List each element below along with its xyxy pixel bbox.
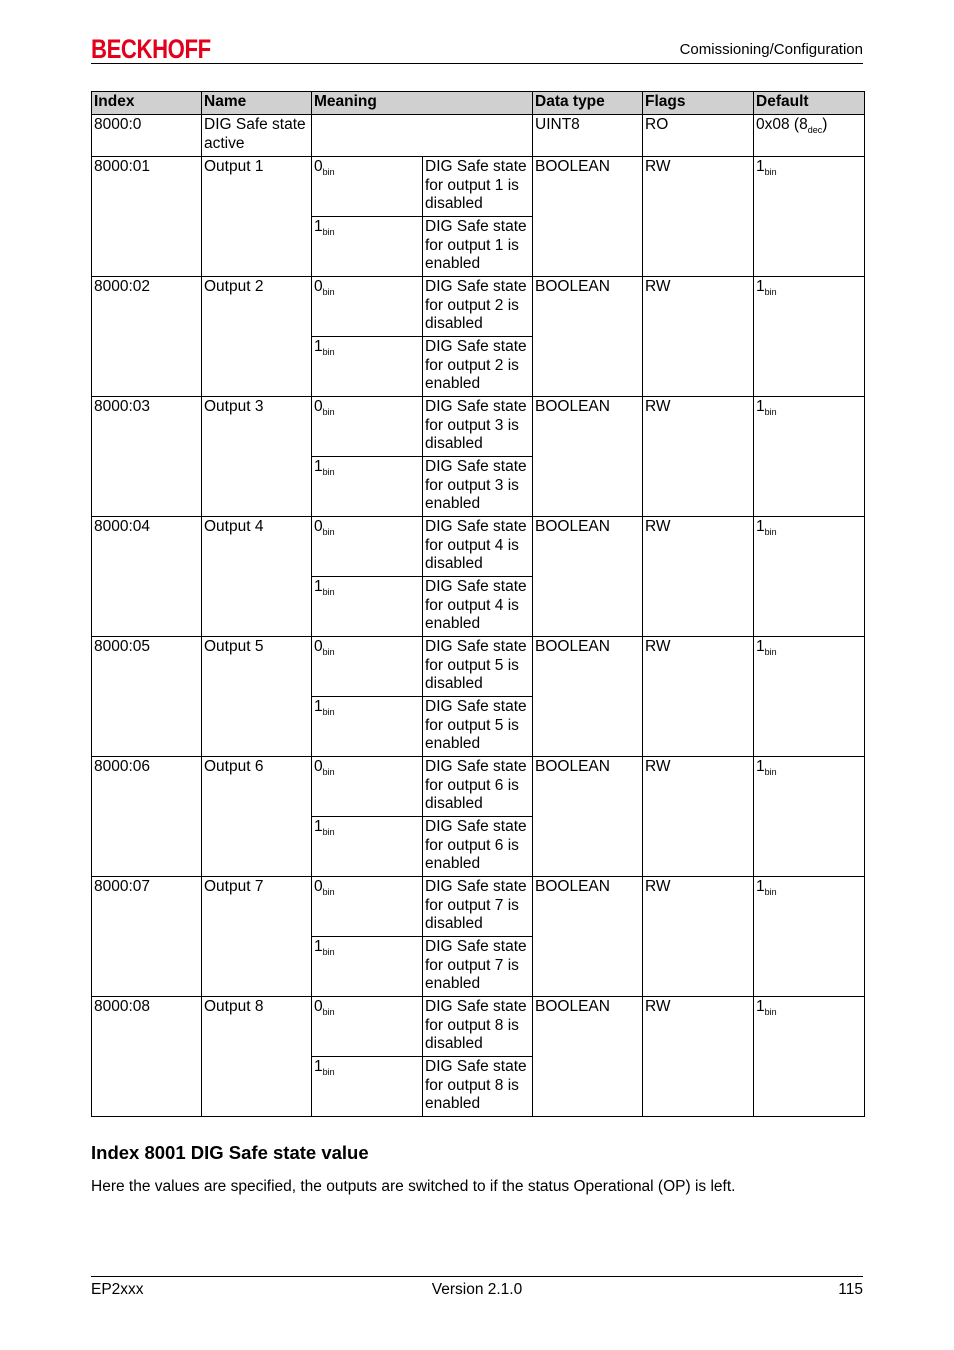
section-paragraph: Here the values are specified, the outputs are switched to if the status Operational (OP) is left. bbox=[91, 1178, 736, 1195]
value-number: 0 bbox=[314, 158, 323, 175]
meaning-cell: DIG Safe state for output 2 is disabled bbox=[423, 277, 533, 337]
default-cell bbox=[754, 397, 865, 517]
default-value: 1 bbox=[756, 758, 765, 775]
value-number: 0 bbox=[314, 998, 323, 1015]
name-cell: Output 6 bbox=[202, 757, 312, 877]
default-value: 1 bbox=[756, 878, 765, 895]
object-table bbox=[91, 91, 865, 1117]
meaning-cell: DIG Safe state for output 4 is disabled bbox=[423, 517, 533, 577]
beckhoff-logo: BECKHOFF bbox=[91, 34, 211, 64]
default-subscript: bin bbox=[764, 407, 777, 417]
flags-cell: RW bbox=[643, 637, 754, 757]
meaning-cell: DIG Safe state for output 6 is disabled bbox=[423, 757, 533, 817]
table-row bbox=[92, 397, 865, 457]
value-subscript: bin bbox=[322, 767, 335, 777]
default-cell bbox=[754, 637, 865, 757]
table-row bbox=[92, 157, 865, 217]
meaning-cell: DIG Safe state for output 1 is enabled bbox=[423, 217, 533, 277]
value-number: 1 bbox=[314, 698, 323, 715]
value-subscript: bin bbox=[322, 347, 335, 357]
index-cell: 8000:03 bbox=[92, 397, 202, 517]
default-subscript: bin bbox=[764, 647, 777, 657]
value-cell bbox=[312, 157, 423, 217]
meaning-cell: DIG Safe state for output 5 is disabled bbox=[423, 637, 533, 697]
index-cell: 8000:04 bbox=[92, 517, 202, 637]
index-cell: 8000:08 bbox=[92, 997, 202, 1117]
default-value: 1 bbox=[756, 638, 765, 655]
value-cell bbox=[312, 277, 423, 337]
default-cell bbox=[754, 877, 865, 997]
table-row bbox=[92, 877, 865, 937]
index-cell: 8000:05 bbox=[92, 637, 202, 757]
table-header-row bbox=[92, 92, 865, 115]
value-subscript: bin bbox=[322, 407, 335, 417]
default-subscript: bin bbox=[764, 767, 777, 777]
datatype-cell: BOOLEAN bbox=[533, 757, 643, 877]
value-number: 1 bbox=[314, 818, 323, 835]
value-cell bbox=[312, 217, 423, 277]
index-cell: 8000:02 bbox=[92, 277, 202, 397]
datatype-cell: BOOLEAN bbox=[533, 277, 643, 397]
value-number: 1 bbox=[314, 338, 323, 355]
value-subscript: bin bbox=[322, 167, 335, 177]
datatype-cell: BOOLEAN bbox=[533, 877, 643, 997]
default-value: 1 bbox=[756, 398, 765, 415]
col-default-header: Default bbox=[754, 92, 865, 115]
default-cell bbox=[754, 157, 865, 277]
value-subscript: bin bbox=[322, 947, 335, 957]
default-cell bbox=[754, 277, 865, 397]
default-value: 1 bbox=[756, 278, 765, 295]
datatype-cell: BOOLEAN bbox=[533, 637, 643, 757]
footer-version: Version 2.1.0 bbox=[431, 1281, 523, 1298]
index-cell: 8000:0 bbox=[92, 115, 202, 157]
name-cell: Output 2 bbox=[202, 277, 312, 397]
meaning-cell: DIG Safe state for output 5 is enabled bbox=[423, 697, 533, 757]
meaning-cell: DIG Safe state for output 7 is enabled bbox=[423, 937, 533, 997]
meaning-cell: DIG Safe state for output 1 is disabled bbox=[423, 157, 533, 217]
datatype-cell: BOOLEAN bbox=[533, 157, 643, 277]
default-subscript: dec bbox=[807, 125, 823, 135]
flags-cell: RW bbox=[643, 397, 754, 517]
datatype-cell: BOOLEAN bbox=[533, 517, 643, 637]
name-cell: Output 4 bbox=[202, 517, 312, 637]
value-subscript: bin bbox=[322, 287, 335, 297]
value-number: 0 bbox=[314, 638, 323, 655]
name-cell: Output 3 bbox=[202, 397, 312, 517]
value-subscript: bin bbox=[322, 887, 335, 897]
meaning-cell: DIG Safe state for output 4 is enabled bbox=[423, 577, 533, 637]
flags-cell: RW bbox=[643, 157, 754, 277]
default-value: 1 bbox=[756, 158, 765, 175]
flags-cell: RO bbox=[643, 115, 754, 157]
name-cell: Output 5 bbox=[202, 637, 312, 757]
value-subscript: bin bbox=[322, 467, 335, 477]
default-value: 1 bbox=[756, 518, 765, 535]
default-subscript: bin bbox=[764, 167, 777, 177]
index-cell: 8000:06 bbox=[92, 757, 202, 877]
meaning-cell: DIG Safe state for output 8 is enabled bbox=[423, 1057, 533, 1117]
flags-cell: RW bbox=[643, 877, 754, 997]
default-subscript: bin bbox=[764, 887, 777, 897]
default-subscript: bin bbox=[764, 1007, 777, 1017]
value-number: 0 bbox=[314, 758, 323, 775]
meaning-cell: DIG Safe state for output 3 is enabled bbox=[423, 457, 533, 517]
default-value: 0x08 (8 bbox=[756, 116, 808, 133]
meaning-cell: DIG Safe state for output 2 is enabled bbox=[423, 337, 533, 397]
default-cell bbox=[754, 517, 865, 637]
table-row bbox=[92, 757, 865, 817]
name-cell: DIG Safe state active bbox=[202, 115, 312, 157]
value-subscript: bin bbox=[322, 827, 335, 837]
datatype-cell: UINT8 bbox=[533, 115, 643, 157]
value-cell bbox=[312, 757, 423, 817]
value-cell bbox=[312, 937, 423, 997]
value-cell bbox=[312, 997, 423, 1057]
value-cell bbox=[312, 637, 423, 697]
value-cell bbox=[312, 1057, 423, 1117]
col-index-header: Index bbox=[92, 92, 202, 115]
default-cell bbox=[754, 115, 865, 157]
value-cell bbox=[312, 577, 423, 637]
value-number: 1 bbox=[314, 1058, 323, 1075]
name-cell: Output 7 bbox=[202, 877, 312, 997]
meaning-cell: DIG Safe state for output 6 is enabled bbox=[423, 817, 533, 877]
datatype-cell: BOOLEAN bbox=[533, 397, 643, 517]
default-cell bbox=[754, 997, 865, 1117]
col-flags-header: Flags bbox=[643, 92, 754, 115]
name-cell: Output 1 bbox=[202, 157, 312, 277]
default-subscript: bin bbox=[764, 527, 777, 537]
index-cell: 8000:07 bbox=[92, 877, 202, 997]
default-subscript: bin bbox=[764, 287, 777, 297]
section-title: Comissioning/Configuration bbox=[679, 41, 863, 58]
value-number: 1 bbox=[314, 218, 323, 235]
value-number: 1 bbox=[314, 578, 323, 595]
meaning-cell: DIG Safe state for output 8 is disabled bbox=[423, 997, 533, 1057]
value-cell bbox=[312, 517, 423, 577]
value-subscript: bin bbox=[322, 647, 335, 657]
value-number: 0 bbox=[314, 878, 323, 895]
table-row bbox=[92, 997, 865, 1057]
name-cell: Output 8 bbox=[202, 997, 312, 1117]
table-row bbox=[92, 277, 865, 337]
value-number: 1 bbox=[314, 938, 323, 955]
table-row bbox=[92, 115, 865, 157]
default-value: 1 bbox=[756, 998, 765, 1015]
footer-product: EP2xxx bbox=[91, 1281, 144, 1298]
table-row bbox=[92, 637, 865, 697]
value-subscript: bin bbox=[322, 1067, 335, 1077]
meaning-cell: DIG Safe state for output 3 is disabled bbox=[423, 397, 533, 457]
value-cell bbox=[312, 337, 423, 397]
datatype-cell: BOOLEAN bbox=[533, 997, 643, 1117]
flags-cell: RW bbox=[643, 277, 754, 397]
meaning-cell bbox=[312, 115, 533, 157]
index-cell: 8000:01 bbox=[92, 157, 202, 277]
value-cell bbox=[312, 877, 423, 937]
footer-page-number: 115 bbox=[838, 1281, 863, 1298]
footer-divider bbox=[91, 1276, 863, 1277]
default-tail: ) bbox=[822, 116, 828, 133]
value-number: 0 bbox=[314, 278, 323, 295]
col-meaning-header: Meaning bbox=[312, 92, 533, 115]
value-subscript: bin bbox=[322, 527, 335, 537]
table-row bbox=[92, 517, 865, 577]
value-cell bbox=[312, 697, 423, 757]
value-number: 0 bbox=[314, 518, 323, 535]
default-cell bbox=[754, 757, 865, 877]
col-name-header: Name bbox=[202, 92, 312, 115]
section-heading: Index 8001 DIG Safe state value bbox=[91, 1142, 369, 1163]
value-number: 0 bbox=[314, 398, 323, 415]
flags-cell: RW bbox=[643, 517, 754, 637]
col-datatype-header: Data type bbox=[533, 92, 643, 115]
value-cell bbox=[312, 457, 423, 517]
flags-cell: RW bbox=[643, 757, 754, 877]
flags-cell: RW bbox=[643, 997, 754, 1117]
header-divider bbox=[91, 63, 863, 64]
value-subscript: bin bbox=[322, 587, 335, 597]
value-subscript: bin bbox=[322, 707, 335, 717]
value-cell bbox=[312, 397, 423, 457]
value-subscript: bin bbox=[322, 227, 335, 237]
value-number: 1 bbox=[314, 458, 323, 475]
value-cell bbox=[312, 817, 423, 877]
meaning-cell: DIG Safe state for output 7 is disabled bbox=[423, 877, 533, 937]
value-subscript: bin bbox=[322, 1007, 335, 1017]
